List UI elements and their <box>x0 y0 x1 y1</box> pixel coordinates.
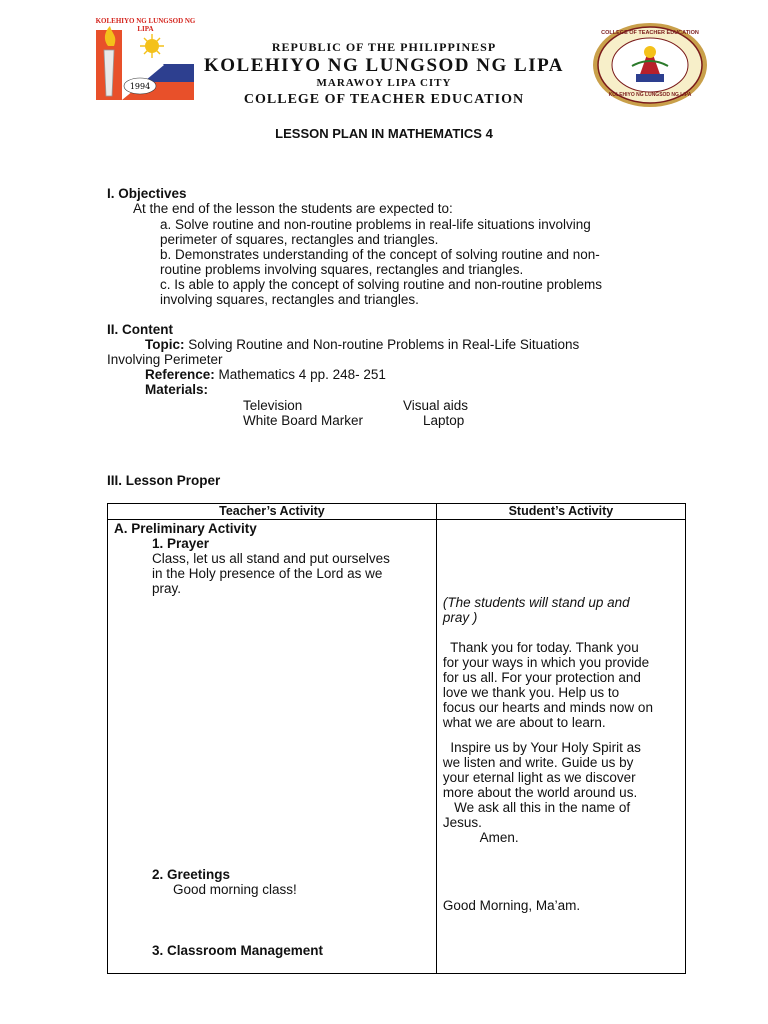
objective-line: c. Is able to apply the concept of solving routine and non-routine problems <box>160 277 603 292</box>
topic-text: Solving Routine and Non-routine Problems in Real-Life Situations <box>184 337 580 352</box>
student-prayer-line: what we are about to learn. <box>442 715 606 730</box>
teacher-prayer-line: in the Holy presence of the Lord as we <box>152 566 383 581</box>
student-column-header: Student’s Activity <box>436 504 685 520</box>
student-prayer-line: focus our hearts and minds now on <box>442 700 653 715</box>
student-activity-cell <box>436 520 685 974</box>
republic-line: REPUBLIC OF THE PHILIPPINESP <box>271 40 497 54</box>
objective-line: routine problems involving squares, rectangles and triangles. <box>160 262 524 277</box>
reference-line <box>145 367 386 382</box>
student-prayer-line: we listen and write. Guide us by <box>442 755 634 770</box>
teacher-column-header: Teacher’s Activity <box>108 504 437 520</box>
objectives-intro: At the end of the lesson the students are expected to: <box>133 201 453 216</box>
material-item: White Board Marker <box>243 413 364 428</box>
section-a-heading: A. Preliminary Activity <box>114 521 257 536</box>
student-prayer-line: We ask all this in the name of <box>442 800 631 815</box>
student-prayer-line: more about the world around us. <box>442 785 638 800</box>
department-line: COLLEGE OF TEACHER EDUCATION <box>243 92 525 107</box>
objective-line: perimeter of squares, rectangles and triangles. <box>160 232 439 247</box>
greetings-text: Good morning class! <box>173 882 297 897</box>
teacher-prayer-line: pray. <box>152 581 182 596</box>
student-prayer-line: for us all. For your protection and <box>442 670 641 685</box>
college-name: KOLEHIYO NG LUNGSOD NG LIPA <box>203 55 565 76</box>
student-greeting-reply: Good Morning, Ma’am. <box>442 898 581 913</box>
student-prayer-line: love we thank you. Help us to <box>442 685 620 700</box>
greetings-heading: 2. Greetings <box>152 867 231 882</box>
material-item: Visual aids <box>403 398 469 413</box>
student-prayer-line: Jesus. <box>442 815 482 830</box>
reference-text: Mathematics 4 pp. 248- 251 <box>214 367 386 382</box>
student-prayer-line: Amen. <box>442 830 519 845</box>
material-item: Laptop <box>423 413 465 428</box>
logo-ring-text: KOLEHIYO NG LUNGSOD NG LIPA <box>95 17 196 33</box>
seal-bottom-text: KOLEHIYO NG LUNGSOD NG LIPA <box>608 92 692 98</box>
activity-table <box>107 503 686 974</box>
objective-line: a. Solve routine and non-routine problems in real-life situations involving <box>160 217 591 232</box>
objectives-heading: I. Objectives <box>107 186 187 201</box>
topic-continuation: Involving Perimeter <box>107 352 223 367</box>
svg-text:1994: 1994 <box>129 82 151 91</box>
teacher-prayer-line: Class, let us all stand and put ourselves <box>152 551 390 566</box>
objective-line: b. Demonstrates understanding of the concept of solving routine and non- <box>160 247 600 262</box>
content-heading: II. Content <box>107 322 173 337</box>
lesson-proper-heading: III. Lesson Proper <box>107 473 221 488</box>
reference-label: Reference: <box>145 367 215 382</box>
materials-label: Materials: <box>145 382 209 397</box>
student-stand-line: pray ) <box>442 610 478 625</box>
topic-line <box>145 337 579 352</box>
material-item: Television <box>243 398 303 413</box>
student-prayer-line: Thank you for today. Thank you <box>442 640 639 655</box>
city-line: MARAWOY LIPA CITY <box>316 77 452 89</box>
classroom-management-heading: 3. Classroom Management <box>152 943 324 958</box>
page-title: LESSON PLAN IN MATHEMATICS 4 <box>275 126 493 141</box>
student-stand-line: (The students will stand up and <box>442 595 630 610</box>
student-prayer-line: Inspire us by Your Holy Spirit as <box>442 740 641 755</box>
teacher-activity-cell <box>108 520 437 974</box>
objective-line: involving squares, rectangles and triangles. <box>160 292 419 307</box>
student-prayer-line: for your ways in which you provide <box>442 655 650 670</box>
seal-ring-text: COLLEGE OF TEACHER EDUCATION <box>601 30 699 36</box>
prayer-heading: 1. Prayer <box>152 536 210 551</box>
student-prayer-line: your eternal light as we discover <box>442 770 636 785</box>
topic-label: Topic: <box>145 337 185 352</box>
